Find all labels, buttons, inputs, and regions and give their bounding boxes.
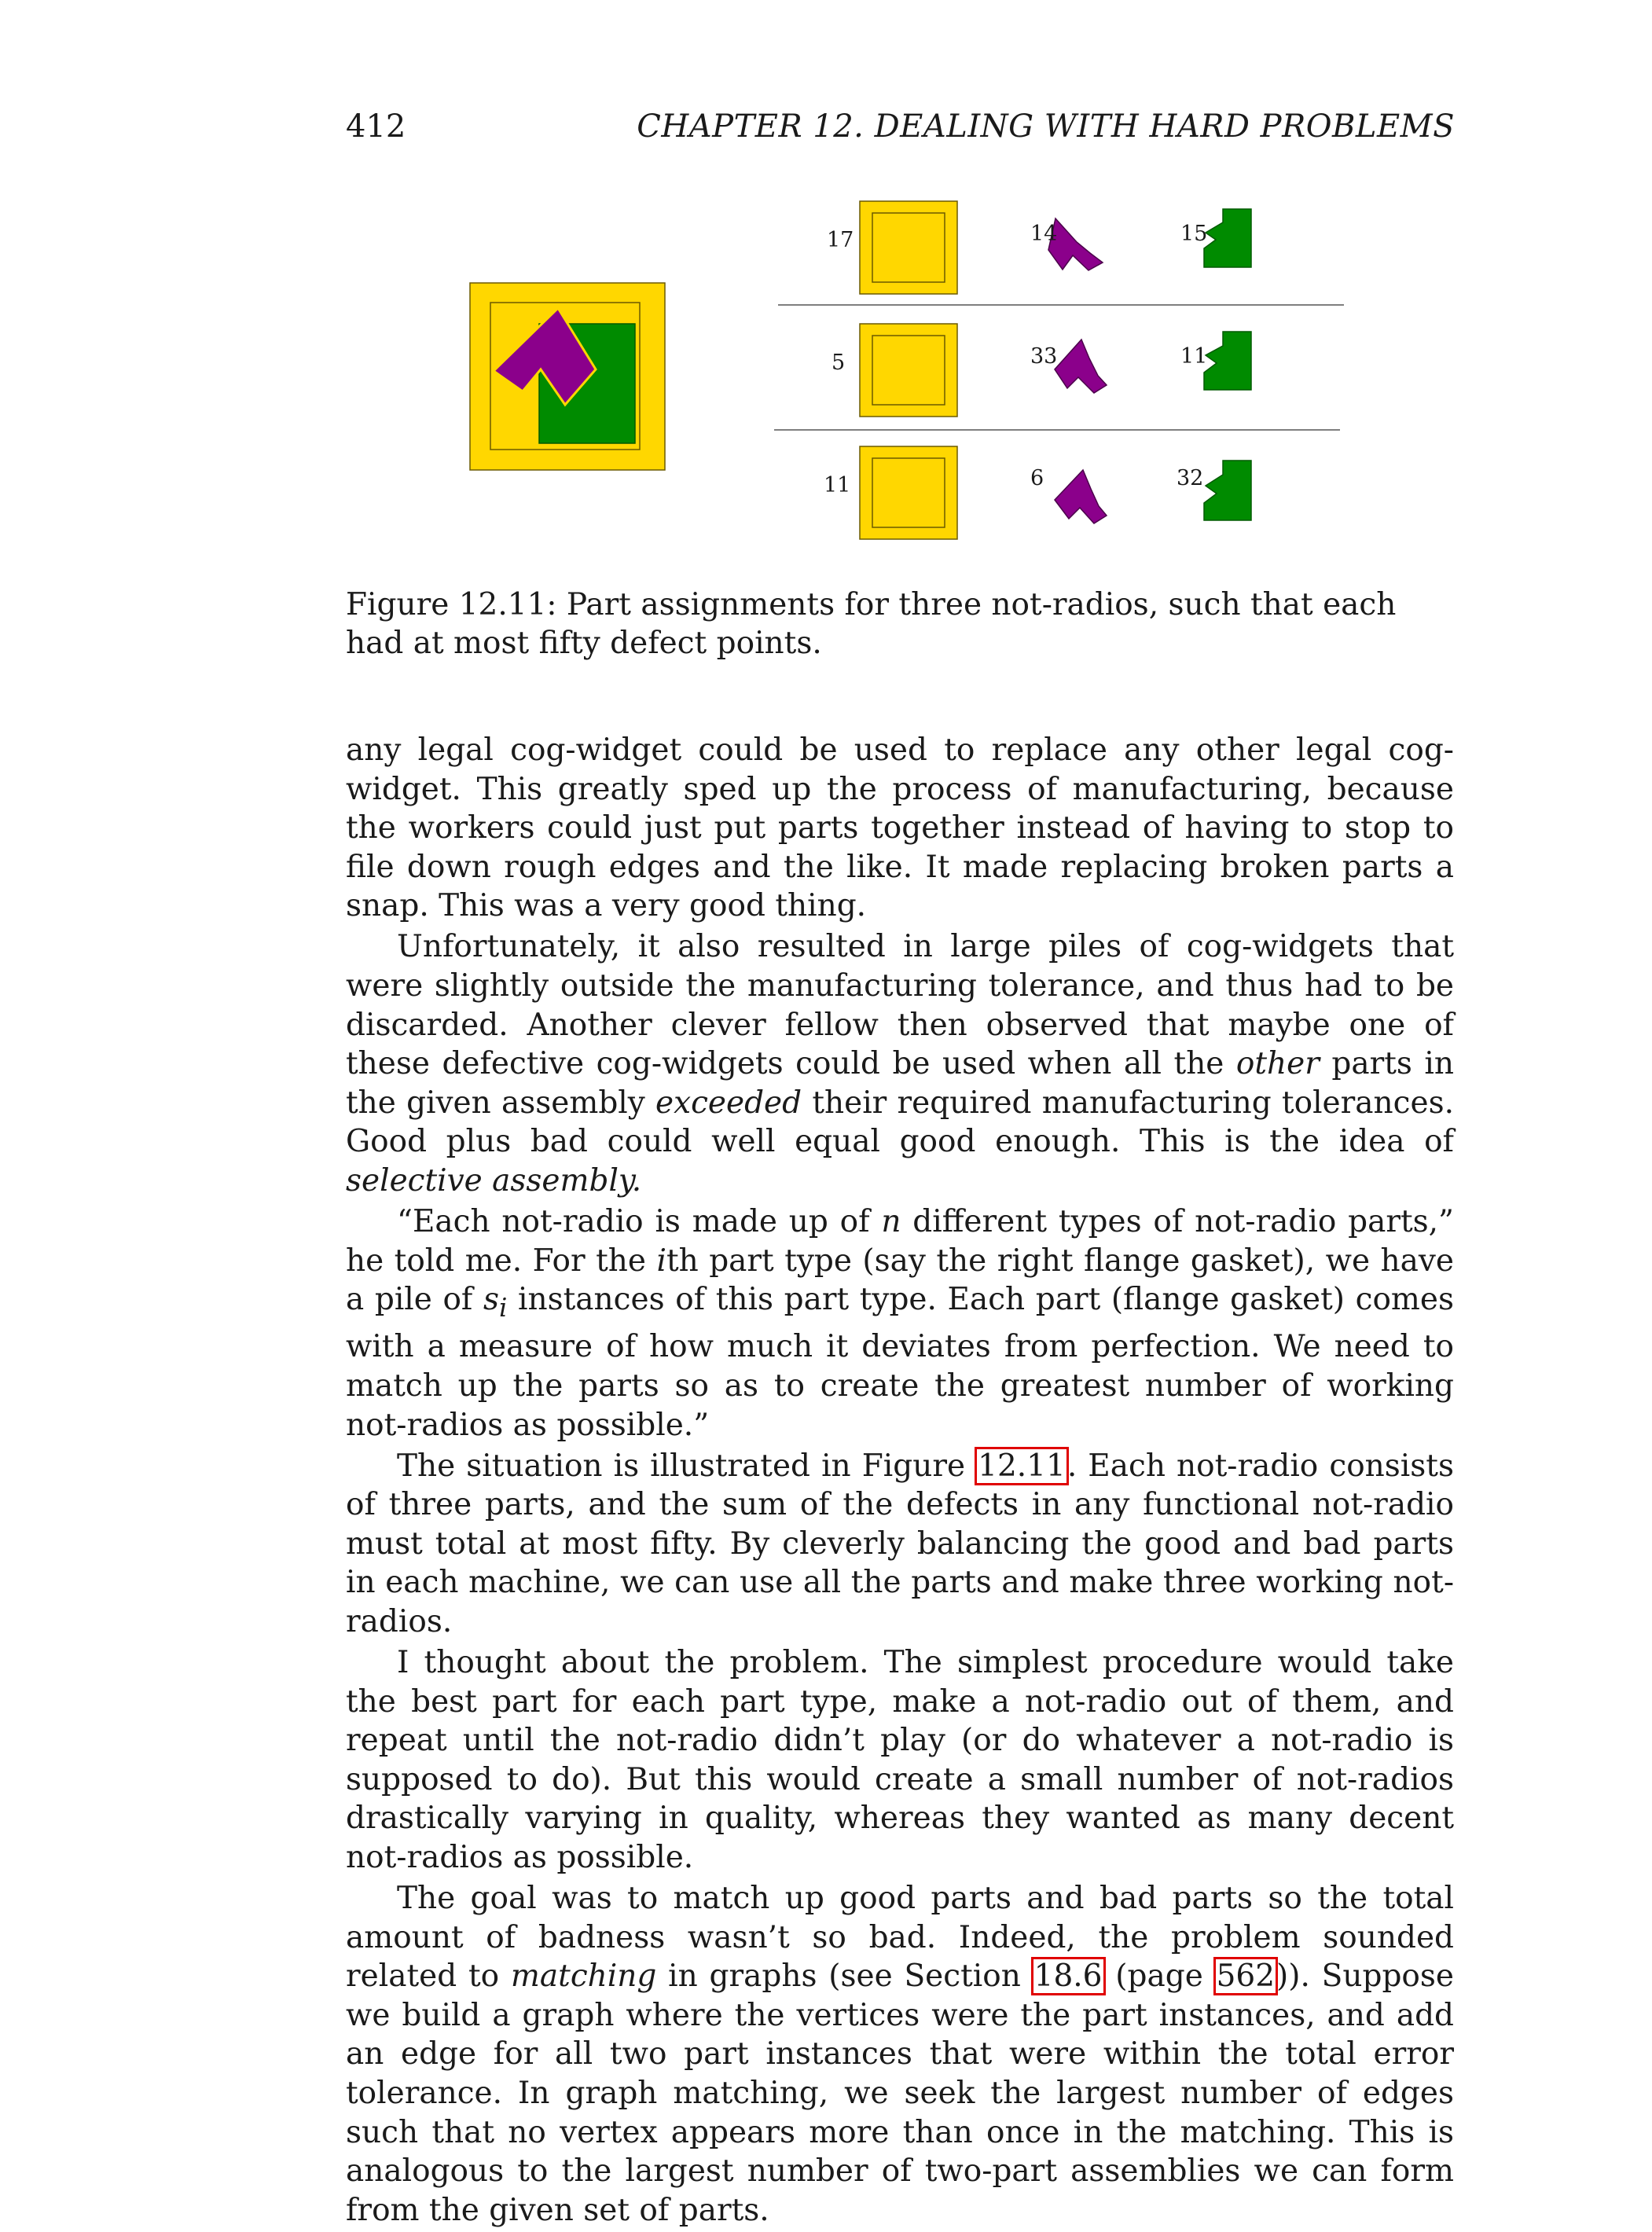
yellow-square-part xyxy=(860,324,957,417)
page-ref-link[interactable]: 562 xyxy=(1216,1959,1276,1995)
purple-defect-label: 33 xyxy=(1030,344,1058,369)
paragraph: “Each not-radio is made up of n different types of not-radio parts,” he told me. For the ith part type (say the right flange gasket), we have a pile of $s_i$ instances of this part type. Each part (flange gasket) comes with a measure of how much it deviates from perfection. We need to match up the parts so as to create the greatest number of working not-radios as possible.” xyxy=(346,1203,1454,1443)
purple-defect-label: 6 xyxy=(1030,466,1044,490)
part-row xyxy=(824,446,1251,539)
square-defect-label: 17 xyxy=(827,228,854,252)
yellow-square-part xyxy=(860,446,957,539)
paragraph: I thought about the problem. The simplest procedure would take the best part for each part type, make a not-radio out of them, and repeat until the not-radio didn’t play (or do whatever a not-radio is supposed to do). But this would create a small number of not-radios drastically varying in quality, whereas they wanted as many decent not-radios as possible. xyxy=(346,1645,1454,1875)
paragraph: The goal was to match up good parts and bad parts so the total amount of badness wasn’t so bad. Indeed, the problem sounded related to matching in graphs (see Section 18.6 (page 562)). Suppose we build a graph where the vertices were the part instances, and add an edge for all two part instances that were within the total error tolerance. In graph matching, we seek the largest number of edges such that no vertex appears more than once in the matching. This is analogous to the largest number of two-part assemblies we can form from the given set of parts. xyxy=(346,1880,1454,2228)
purple-part xyxy=(1055,340,1107,393)
body-text xyxy=(346,731,1454,2232)
yellow-square-part xyxy=(860,201,957,294)
paragraph: any legal cog-widget could be used to replace any other legal cog-widget. This greatly sped up the process of manufacturing, because the workers could just put parts together instead of having to stop to file down rough edges and the like. It made replacing broken parts a snap. This was a very good thing. xyxy=(346,732,1454,924)
part-row xyxy=(827,201,1251,294)
figure-12-11 xyxy=(0,0,1652,582)
green-part xyxy=(1204,209,1251,267)
figure-caption: Figure 12.11: Part assignments for three not-radios, such that each had at most fifty defect points. xyxy=(346,587,1397,661)
green-defect-label: 11 xyxy=(1180,344,1208,369)
square-defect-label: 11 xyxy=(824,473,851,497)
paragraph: Unfortunately, it also resulted in large piles of cog-widgets that were slightly outside the manufacturing tolerance, and thus had to be discarded. Another clever fellow then observed that maybe one of these defective cog-widgets could be used when all the other parts in the given assembly exceeded their required manufacturing tolerances. Good plus bad could well equal good enough. This is the idea of selective assembly. xyxy=(346,929,1454,1199)
green-defect-label: 15 xyxy=(1180,222,1208,246)
paragraph: The situation is illustrated in Figure 12.11. Each not-radio consists of three parts, and the sum of the defects in any functional not-radio must total at most fifty. By cleverly balancing the good and bad parts in each machine, we can use all the parts and make three working not-radios. xyxy=(346,1448,1454,1640)
page-number: 412 xyxy=(346,108,406,145)
green-part xyxy=(1204,461,1251,520)
green-defect-label: 32 xyxy=(1177,466,1204,490)
green-part xyxy=(1204,332,1251,390)
assembled-not-radio xyxy=(470,283,665,470)
purple-defect-label: 14 xyxy=(1030,222,1058,246)
part-row xyxy=(832,324,1251,417)
purple-part xyxy=(1055,470,1107,523)
chapter-title: CHAPTER 12. DEALING WITH HARD PROBLEMS xyxy=(637,108,1455,145)
section-ref-link[interactable]: 18.6 xyxy=(1033,1959,1103,1995)
square-defect-label: 5 xyxy=(832,351,846,375)
figure-ref-link[interactable]: 12.11 xyxy=(978,1448,1066,1484)
